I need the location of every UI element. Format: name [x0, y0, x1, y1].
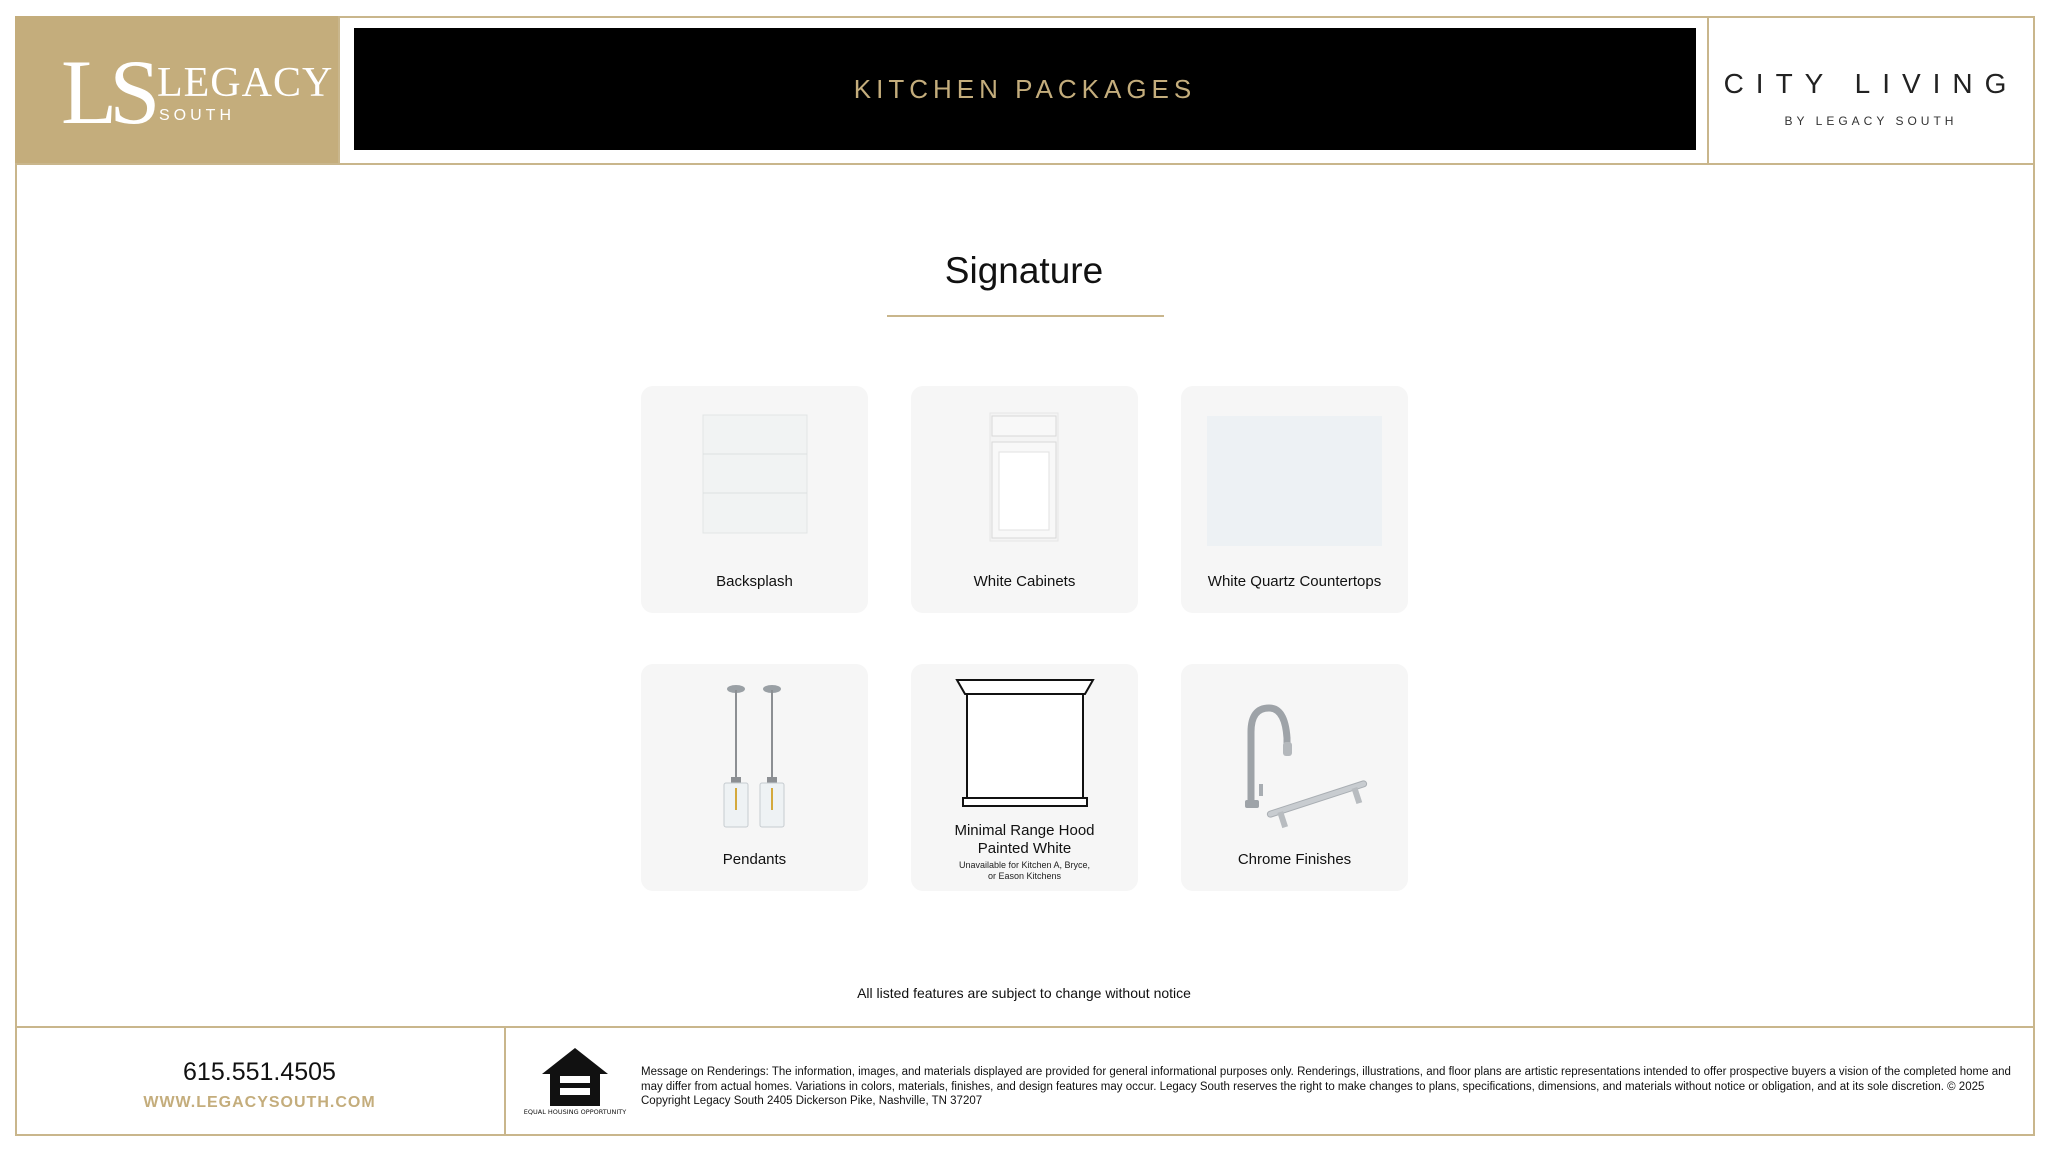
feature-note-line1: Unavailable for Kitchen A, Bryce, [958, 860, 1091, 870]
city-living-title: CITY LIVING [1723, 68, 2019, 99]
backsplash-tile-icon [702, 414, 808, 534]
feature-card-chrome [1181, 664, 1408, 891]
package-title: Signature [944, 250, 1104, 291]
feature-card-countertops [1181, 386, 1408, 613]
header [15, 16, 2035, 165]
faucet-and-pull-icon [1237, 704, 1367, 824]
city-living-logo [1707, 16, 2033, 163]
footer [15, 1026, 2035, 1136]
feature-label: Pendants [722, 851, 787, 868]
title-banner [354, 28, 1696, 150]
feature-card-pendants [641, 664, 868, 891]
feature-label: White Quartz Countertops [1207, 573, 1382, 590]
feature-label-line1: Minimal Range Hood [954, 822, 1095, 839]
eho-label: EQUAL HOUSING OPPORTUNITY [523, 1108, 627, 1116]
change-notice: All listed features are subject to change without notice [857, 985, 1191, 1001]
cabinet-door-icon [989, 412, 1059, 542]
feature-label: Backsplash [716, 573, 793, 590]
contact-block [15, 1028, 506, 1136]
logo-name: LEGACY [157, 60, 334, 106]
feature-card-backsplash [641, 386, 868, 613]
phone-number[interactable]: 615.551.4505 [183, 1058, 336, 1086]
feature-label: Chrome Finishes [1237, 851, 1352, 868]
website-link[interactable]: WWW.LEGACYSOUTH.COM [143, 1094, 376, 1111]
quartz-slab-icon [1207, 416, 1382, 546]
feature-card-cabinets [911, 386, 1138, 613]
renderings-disclaimer: Message on Renderings: The information, images, and materials displayed are provided for general informational purposes only. Renderings, illustrations, and floor plans are artistic representations intended to offer prospective buyers a vision of the completed home and may differ from actual homes. Variations in colors, materials, finishes, and design features may occur. Legacy South reserves the right to make changes to plans, specifications, dimensions, and materials without notice or obligation, and at its sole discretion. © 2025 Copyright Legacy South 2405 Dickerson Pike, Nashville, TN 37207 [641, 1066, 2011, 1107]
feature-label-line2: Painted White [977, 840, 1072, 857]
feature-label: White Cabinets [973, 573, 1076, 590]
city-living-subtitle: BY LEGACY SOUTH [1784, 114, 1958, 128]
equal-housing-icon [523, 1046, 627, 1122]
legacy-south-logo [15, 16, 340, 163]
logo-sub: SOUTH [159, 107, 235, 124]
logo-monogram: LS [61, 41, 153, 143]
pendant-lights-icon [719, 684, 789, 829]
feature-note-line2: or Eason Kitchens [987, 871, 1062, 881]
range-hood-icon [955, 678, 1095, 810]
page-title: KITCHEN PACKAGES [853, 73, 1197, 104]
feature-card-range-hood [911, 664, 1138, 891]
title-divider [887, 315, 1164, 317]
